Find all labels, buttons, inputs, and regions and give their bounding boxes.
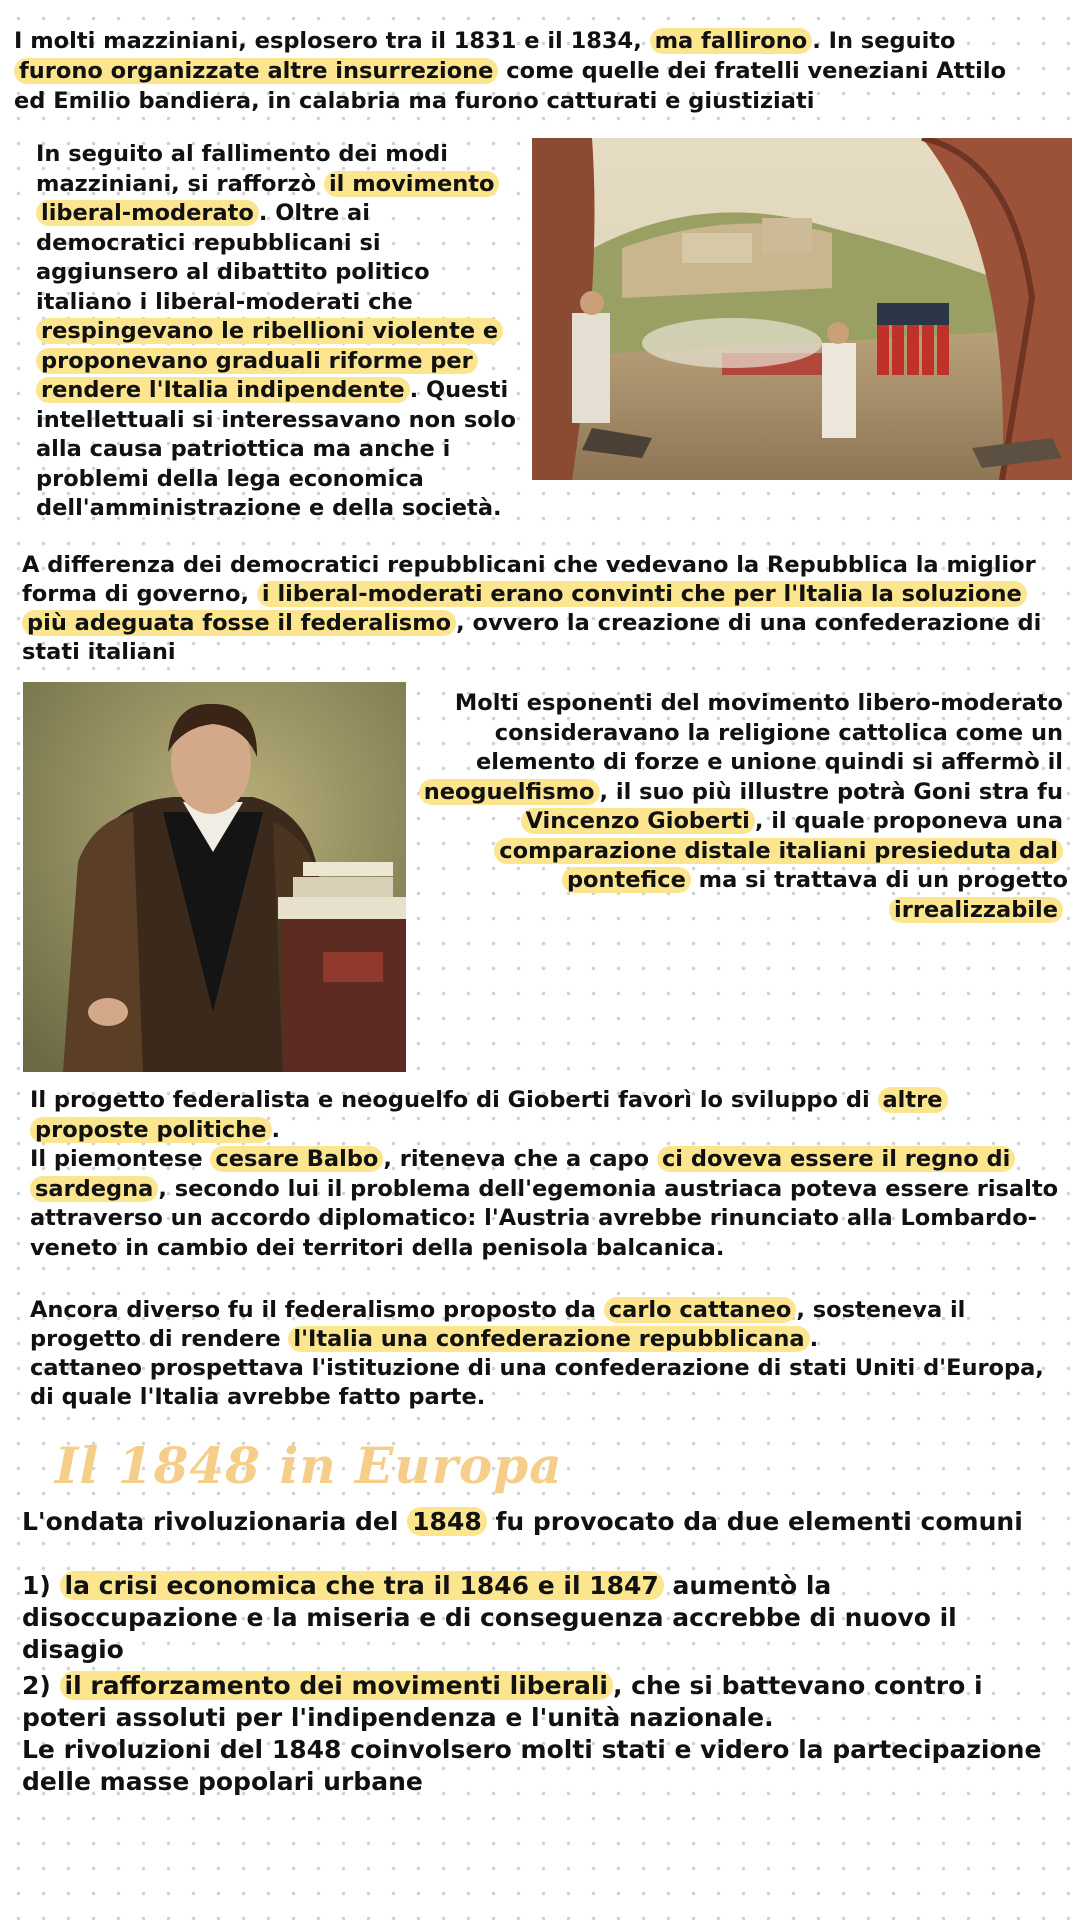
highlight: l'Italia una confederazione repubblicana xyxy=(288,1326,809,1352)
highlight: comparazione distale italiani presieduta dal pontefice xyxy=(494,838,1063,894)
highlight: ci doveva essere il regno di sardegna xyxy=(30,1146,1015,1202)
highlight: irrealizzabile xyxy=(889,897,1063,923)
revolution-intro-paragraph: L'ondata rivoluzionaria del 1848 fu provocato da due elementi comuni xyxy=(22,1507,1023,1536)
federalism-paragraph: A differenza dei democratici repubblicani che vedevano la Repubblica la miglior forma di governo, i liberal-moderati erano convinti che per l'Italia la soluzione più adeguata fosse il federalismo , ovvero la creazione di una confederazione di stati italiani xyxy=(22,552,1042,665)
highlight: la crisi economica che tra il 1846 e il 1847 xyxy=(60,1571,664,1600)
highlight: 1848 xyxy=(407,1507,487,1536)
highlight: ma fallirono xyxy=(650,28,813,54)
cause-one-paragraph: 1) la crisi economica che tra il 1846 e il 1847 aumentò la disoccupazione e la miseria e di conseguenza accrebbe di nuovo il disagio xyxy=(22,1571,957,1664)
highlight: Vincenzo Gioberti xyxy=(521,808,755,834)
highlight: carlo cattaneo xyxy=(604,1297,797,1323)
execution-painting-image xyxy=(532,138,1072,480)
gioberti-portrait-image xyxy=(23,682,406,1072)
highlight: i liberal-moderati erano convinti che per l'Italia la soluzione più adeguata fosse il federalismo xyxy=(22,581,1027,636)
highlight: altre proposte politiche xyxy=(30,1087,948,1143)
balbo-paragraph: Il progetto federalista e neoguelfo di Gioberti favorì lo sviluppo di altre proposte politiche . Il piemontese cesare Balbo , riteneva che a capo ci doveva essere il regno di sardegna , secondo lui il problema dell'egemonia austriaca poteva essere risalto attraverso un accordo diplomatico: l'Austria avrebbe rinunciato alla Lombardo-veneto in cambio dei territori della penisola balcanica. xyxy=(30,1087,1059,1261)
neoguelfism-paragraph: Molti esponenti del movimento libero-moderato consideravano la religione cattolica come un elemento di forze e unione quindi si affermò il neoguelfismo , il suo più illustre potrà Goni stra fu Vincenzo Gioberti , il quale proponeva una comparazione distale italiani presieduta dal pontefice ma si trattava di un progetto irrealizzabile xyxy=(418,689,1063,925)
cause-two-paragraph: 2) il rafforzamento dei movimenti liberali , che si battevano contro i poteri assoluti per l'indipendenza e l'unità nazionale. Le rivoluzioni del 1848 coinvolsero molti stati e videro la partecipazione delle masse popolari urbane xyxy=(22,1671,1042,1796)
highlight: respingevano le ribellioni violente e proponevano graduali riforme per rendere l'Italia indipendente xyxy=(36,318,503,403)
liberal-moderate-paragraph: In seguito al fallimento dei modi mazziniani, si rafforzò il movimento liberal-moderato . Oltre ai democratici repubblicani si aggiunsero al dibattito politico italiano i liberal-moderati che respingevano le ribellioni violente e proponevano graduali riforme per rendere l'Italia indipendente . Questi intellettuali si interessavano non solo alla causa patriottica ma anche i problemi della lega economica dell'amministrazione e della società. xyxy=(36,141,516,521)
highlight: il rafforzamento dei movimenti liberali xyxy=(60,1671,613,1700)
intro-paragraph: I molti mazziniani, esplosero tra il 1831 e il 1834, ma fallirono . In seguito furono organizzate altre insurrezione come quelle dei fratelli veneziani Attilo ed Emilio bandiera, in calabria ma furono catturati e giustiziati xyxy=(14,28,1007,114)
section-title: Il 1848 in Europa xyxy=(55,1436,563,1495)
highlight: neoguelfismo xyxy=(419,779,600,805)
highlight: furono organizzate altre insurrezione xyxy=(14,58,498,84)
highlight: cesare Balbo xyxy=(210,1146,383,1172)
cattaneo-paragraph: Ancora diverso fu il federalismo proposto da carlo cattaneo , sosteneva il progetto di rendere l'Italia una confederazione repubblicana . cattaneo prospettava l'istituzione di una confederazione di stati Uniti d'Europa, di quale l'Italia avrebbe fatto parte. xyxy=(30,1297,1044,1410)
highlight: il movimento liberal-moderato xyxy=(36,171,499,227)
